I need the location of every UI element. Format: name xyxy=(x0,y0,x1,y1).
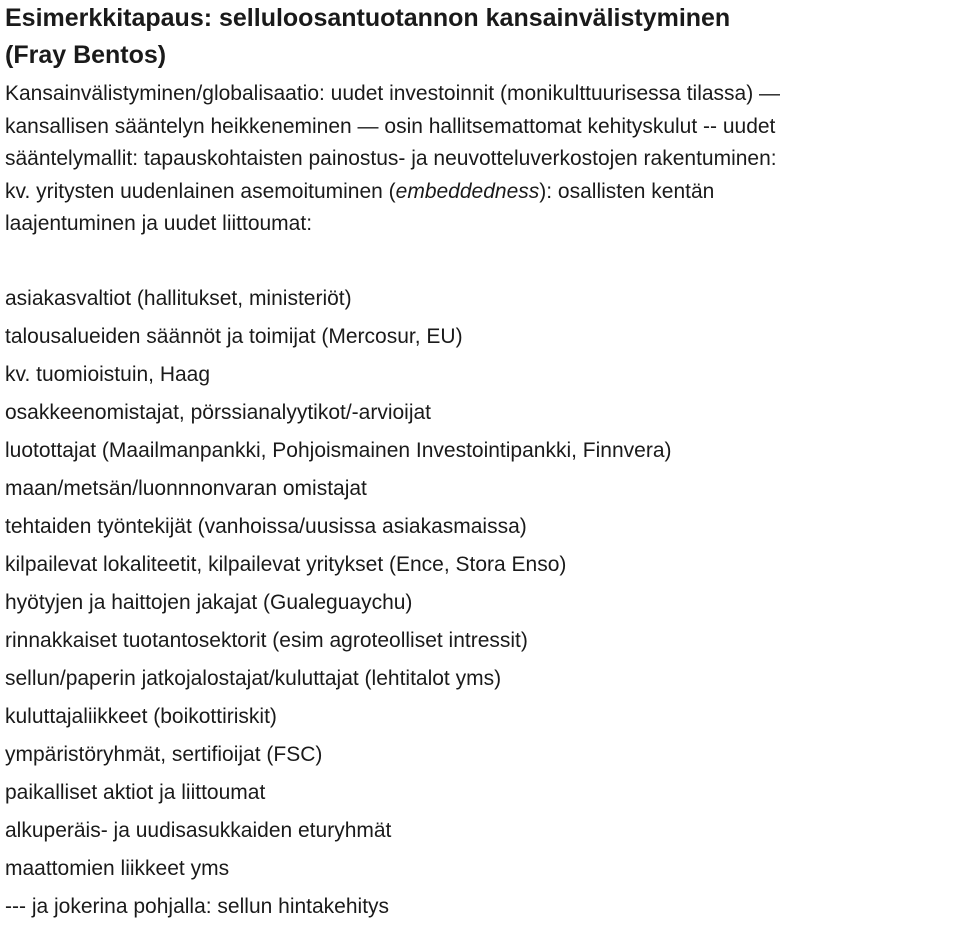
intro-line-5: laajentuminen ja uudet liittoumat: xyxy=(5,212,313,236)
actor-list-item: kilpailevat lokaliteetit, kilpailevat yritykset (Ence, Stora Enso) xyxy=(5,552,567,576)
intro-line-1: Kansainvälistyminen/globalisaatio: uudet investoinnit (monikulttuurisessa tilassa) — xyxy=(5,82,781,105)
actor-list-item: kuluttajaliikkeet (boikottiriskit) xyxy=(5,704,277,728)
intro-paragraph xyxy=(5,78,955,241)
actor-list-item: rinnakkaiset tuotantosektorit (esim agroteolliset intressit) xyxy=(5,628,528,652)
actor-list-item: talousalueiden säännöt ja toimijat (Mercosur, EU) xyxy=(5,324,463,348)
actor-list-item: maan/metsän/luonnnonvaran omistajat xyxy=(5,476,367,500)
intro-line-2: kansallisen sääntelyn heikkeneminen — osin hallitsemattomat kehityskulut -- uudet xyxy=(5,114,776,138)
actor-list xyxy=(5,280,955,926)
page-title xyxy=(5,0,955,74)
title-line-2: (Fray Bentos) xyxy=(5,41,167,69)
actor-list-item: sellun/paperin jatkojalostajat/kuluttajat (lehtitalot yms) xyxy=(5,666,502,690)
actor-list-item: ympäristöryhmät, sertifioijat (FSC) xyxy=(5,742,323,766)
actor-list-item: maattomien liikkeet yms xyxy=(5,856,230,880)
actor-list-item: kv. tuomioistuin, Haag xyxy=(5,362,211,386)
embeddedness-term: embeddedness xyxy=(395,179,540,203)
actor-list-item: tehtaiden työntekijät (vanhoissa/uusissa asiakasmaissa) xyxy=(5,514,527,538)
actor-list-item: osakkeenomistajat, pörssianalyytikot/-arvioijat xyxy=(5,400,432,424)
actor-list-item: hyötyjen ja haittojen jakajat (Gualeguaychu) xyxy=(5,590,413,614)
document-page xyxy=(5,0,955,926)
intro-line-3: sääntelymallit: tapauskohtaisten painostus- ja neuvotteluverkostojen rakentuminen: xyxy=(5,147,777,171)
title-line-1: Esimerkkitapaus: selluloosantuotannon kansainvälistyminen xyxy=(5,4,731,32)
intro-line-4-start: kv. yritysten uudenlainen asemoituminen ( xyxy=(5,179,396,203)
intro-line-4-end: ): osallisten kentän xyxy=(539,179,715,203)
actor-list-item: luotottajat (Maailmanpankki, Pohjoismainen Investointipankki, Finnvera) xyxy=(5,438,672,462)
intro-line-4 xyxy=(5,176,955,209)
actor-list-item: asiakasvaltiot (hallitukset, ministeriöt) xyxy=(5,286,352,310)
actor-list-item: --- ja jokerina pohjalla: sellun hintakehitys xyxy=(5,894,390,918)
actor-list-item: alkuperäis- ja uudisasukkaiden eturyhmät xyxy=(5,818,392,842)
actor-list-item: paikalliset aktiot ja liittoumat xyxy=(5,780,266,804)
